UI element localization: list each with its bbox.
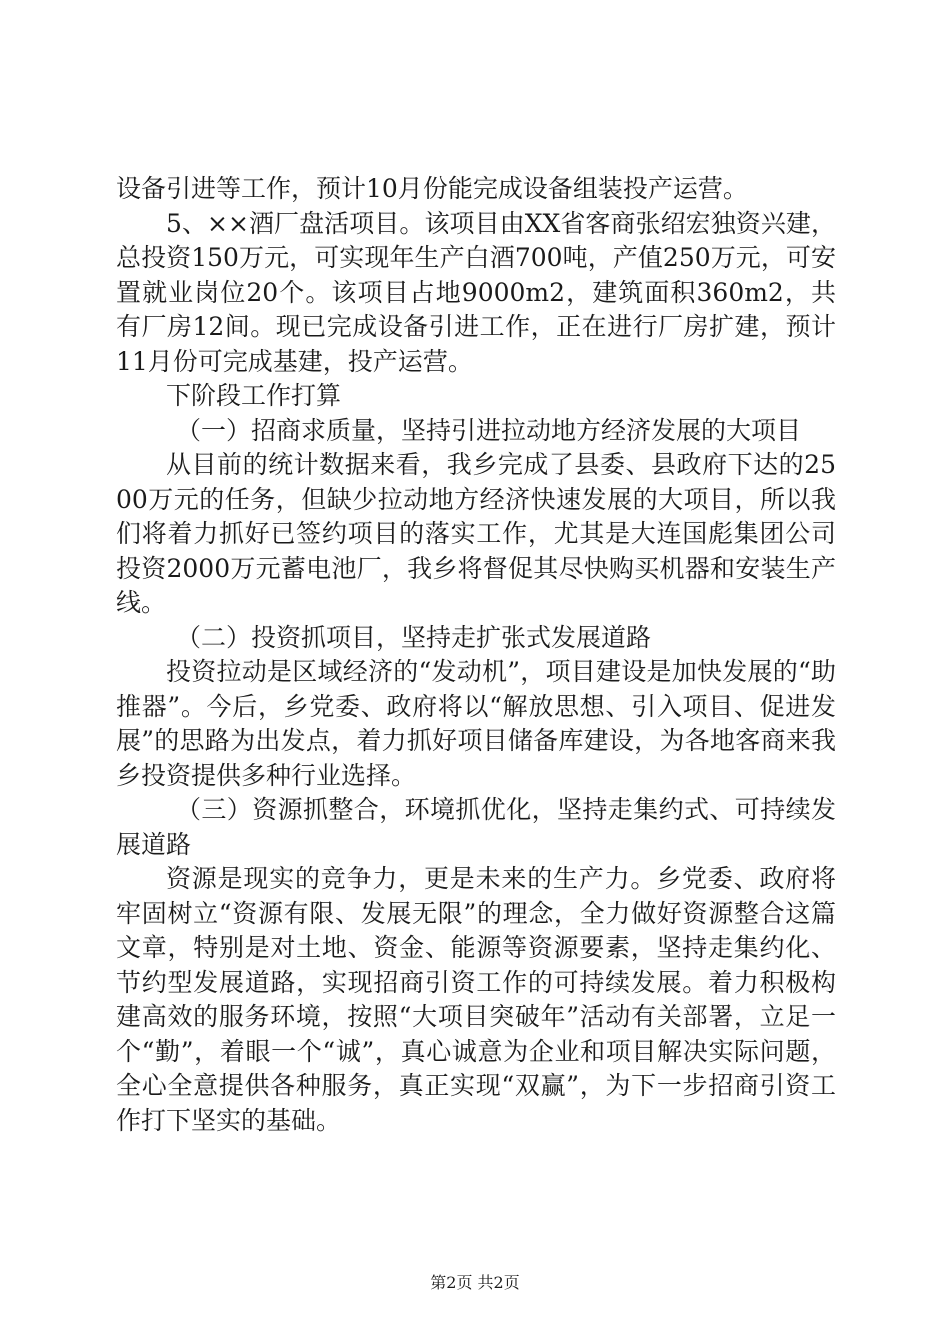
document-body	[116, 172, 836, 1138]
subheading-3: （三）资源抓整合，环境抓优化，坚持走集约式、可持续发展道路	[116, 795, 836, 859]
section-title-next-plan: 下阶段工作打算	[166, 381, 342, 410]
paragraph-2: 投资拉动是区域经济的“发动机”，项目建设是加快发展的“助推器”。今后，乡党委、政府将以“解放思想、引入项目、促进发展”的思路为出发点，着力抓好项目储备库建设，为各地客商来我乡投资提供多种行业选择。	[116, 657, 836, 790]
paragraph-1: 从目前的统计数据来看，我乡完成了县委、县政府下达的2500万元的任务，但缺少拉动地方经济快速发展的大项目，所以我们将着力抓好已签约项目的落实工作，尤其是大连国彪集团公司投资2000万元蓄电池厂，我乡将督促其尽快购买机器和安装生产线。	[116, 450, 836, 617]
subheading-1: （一）招商求质量，坚持引进拉动地方经济发展的大项目	[176, 415, 802, 445]
subheading-2: （二）投资抓项目，坚持走扩张式发展道路	[176, 622, 652, 652]
paragraph-continuation: 设备引进等工作，预计10月份能完成设备组装投产运营。	[116, 174, 748, 203]
paragraph-3: 资源是现实的竞争力，更是未来的生产力。乡党委、政府将牢固树立“资源有限、发展无限”的理念，全力做好资源整合这篇文章，特别是对土地、资金、能源等资源要素，坚持走集约化、节约型发展道路，实现招商引资工作的可持续发展。着力积极构建高效的服务环境，按照“大项目突破年”活动有关部署，立足一个“勤”，着眼一个“诚”，真心诚意为企业和项目解决实际问题，全心全意提供各种服务，真正实现“双赢”，为下一步招商引资工作打下坚实的基础。	[116, 864, 836, 1135]
paragraph-project-5: 5、××酒厂盘活项目。该项目由XX省客商张绍宏独资兴建，总投资150万元，可实现年生产白酒700吨，产值250万元，可安置就业岗位20个。该项目占地9000m2，建筑面积360m2，共有厂房12间。现已完成设备引进工作，正在进行厂房扩建，预计11月份可完成基建，投产运营。	[116, 208, 836, 376]
page-footer: 第2页 共2页	[430, 1273, 520, 1292]
